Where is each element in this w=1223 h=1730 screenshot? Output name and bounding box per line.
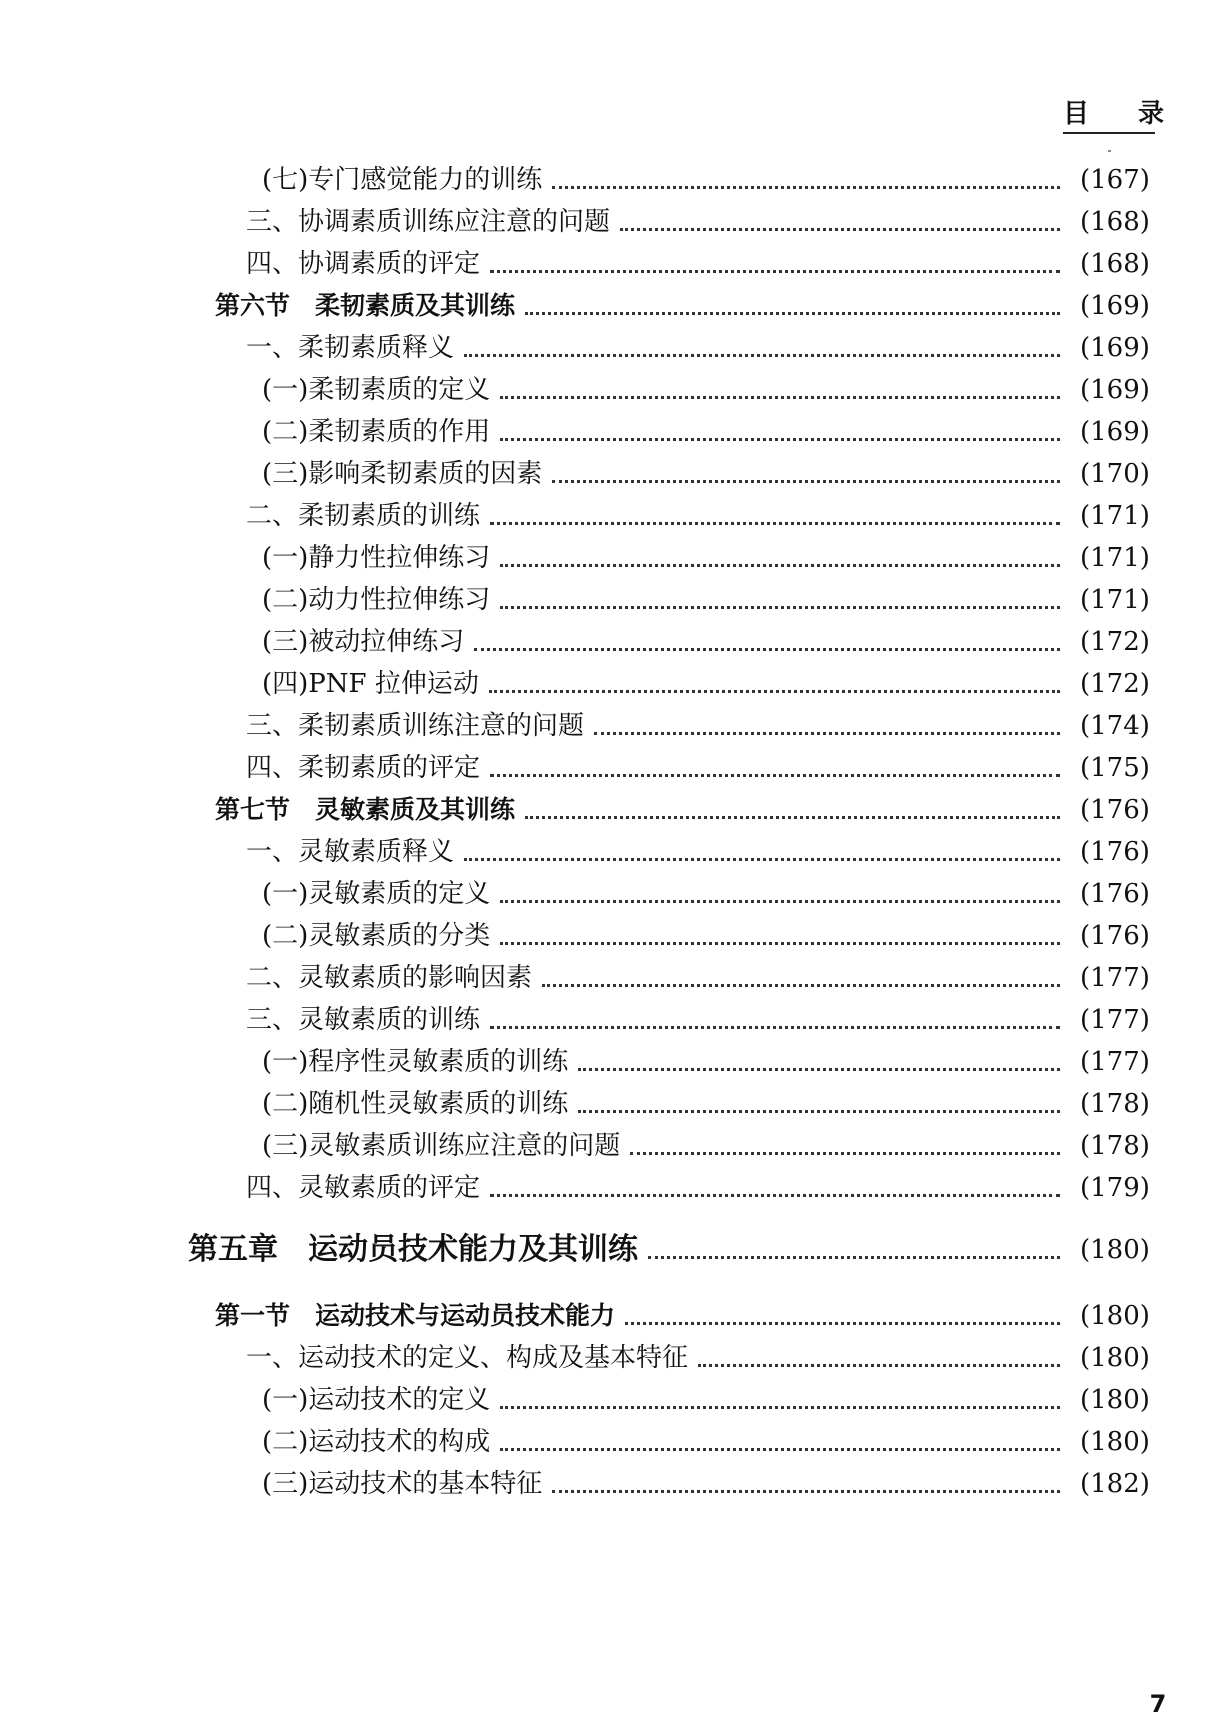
page-number: 7 [1149,1690,1167,1718]
toc-entry-title: (二)动力性拉伸练习 [262,585,491,615]
toc-entry-title: (一)程序性灵敏素质的训练 [262,1047,569,1077]
toc-entry-title: (一)灵敏素质的定义 [262,879,491,909]
toc-entry-title: (一)柔韧素质的定义 [262,375,491,405]
toc-dot-leader [552,186,1060,189]
toc-entry-page: (169) [1080,375,1150,405]
toc-entry-page: (169) [1080,291,1150,321]
toc-dot-leader [464,858,1060,861]
header-rule [1063,132,1155,134]
toc-entry-page: (175) [1080,753,1150,783]
toc-dot-leader [578,1110,1060,1113]
toc-entry-title: 第五章 运动员技术能力及其训练 [188,1232,638,1267]
toc-entry-page: (176) [1080,837,1150,867]
toc-entry [0,1084,1223,1124]
toc-entry-page: (176) [1080,879,1150,909]
toc-entry [0,874,1223,914]
toc-entry-title: (三)影响柔韧素质的因素 [262,459,543,489]
toc-entry-page: (180) [1080,1235,1150,1265]
toc-dot-leader [500,564,1060,567]
toc-dot-leader [500,606,1060,609]
toc-entry [0,1464,1223,1504]
toc-entry-title: 一、灵敏素质释义 [246,837,455,867]
header-tick [1108,150,1111,152]
toc-entry-title: (三)灵敏素质训练应注意的问题 [262,1131,621,1161]
toc-entry [0,580,1223,620]
toc-entry [0,916,1223,956]
toc-entry-page: (180) [1080,1385,1150,1415]
toc-entry [0,412,1223,452]
toc-entry [0,832,1223,872]
toc-dot-leader [500,900,1060,903]
toc-entry [0,244,1223,284]
toc-entry-title: 四、灵敏素质的评定 [246,1173,481,1203]
running-title: 目 录 [1063,99,1185,129]
toc-entry [0,496,1223,536]
toc-dot-leader [474,648,1060,651]
toc-entry-title: 三、协调素质训练应注意的问题 [246,207,611,237]
toc-entry [0,958,1223,998]
toc-entry-title: 三、灵敏素质的训练 [246,1005,481,1035]
toc-entry-page: (176) [1080,795,1150,825]
toc-entry [0,538,1223,578]
toc-entry-title: (一)运动技术的定义 [262,1385,491,1415]
toc-entry [0,1230,1223,1270]
toc-entry-title: (二)柔韧素质的作用 [262,417,491,447]
toc-entry-page: (179) [1080,1173,1150,1203]
toc-entry-page: (174) [1080,711,1150,741]
toc-entry-page: (169) [1080,333,1150,363]
toc-entry [0,202,1223,242]
toc-entry-title: (二)运动技术的构成 [262,1427,491,1457]
toc-entry [0,1126,1223,1166]
toc-dot-leader [620,228,1060,231]
toc-entry-title: (三)被动拉伸练习 [262,627,465,657]
toc-dot-leader [490,1194,1060,1197]
toc-dot-leader [648,1256,1060,1259]
toc-entry [0,454,1223,494]
toc-entry-page: (180) [1080,1343,1150,1373]
toc-entry-title: 第七节 灵敏素质及其训练 [215,795,516,824]
toc-dot-leader [525,816,1060,819]
toc-entry-page: (169) [1080,417,1150,447]
toc-entry [0,160,1223,200]
toc-entry-page: (178) [1080,1131,1150,1161]
toc-entry [0,748,1223,788]
toc-entry-title: 二、柔韧素质的训练 [246,501,481,531]
toc-entry-page: (178) [1080,1089,1150,1119]
toc-dot-leader [578,1068,1060,1071]
toc-entry-title: (二)灵敏素质的分类 [262,921,491,951]
toc-dot-leader [500,1406,1060,1409]
toc-entry-title: 四、协调素质的评定 [246,249,481,279]
toc-dot-leader [552,480,1060,483]
toc-entry-page: (168) [1080,207,1150,237]
toc-dot-leader [594,732,1060,735]
toc-entry-page: (172) [1080,627,1150,657]
toc-entry-page: (171) [1080,501,1150,531]
toc-dot-leader [625,1322,1060,1325]
toc-entry [0,1338,1223,1378]
toc-entry-page: (168) [1080,249,1150,279]
toc-entry-page: (171) [1080,585,1150,615]
toc-dot-leader [525,312,1060,315]
toc-entry [0,706,1223,746]
toc-entry-title: (四)PNF 拉伸运动 [262,669,479,699]
toc-entry [0,286,1223,326]
toc-entry-page: (177) [1080,1047,1150,1077]
toc-entry-page: (180) [1080,1301,1150,1331]
toc-entry [0,1042,1223,1082]
toc-entry-page: (177) [1080,963,1150,993]
toc-entry-title: 四、柔韧素质的评定 [246,753,481,783]
toc-entry-page: (171) [1080,543,1150,573]
toc-dot-leader [552,1490,1060,1493]
toc-entry-page: (170) [1080,459,1150,489]
toc-dot-leader [490,774,1060,777]
toc-entry-title: 二、灵敏素质的影响因素 [246,963,533,993]
toc-dot-leader [489,690,1060,693]
toc-entry [0,328,1223,368]
toc-entry [0,1168,1223,1208]
toc-entry-title: (一)静力性拉伸练习 [262,543,491,573]
toc-entry-page: (182) [1080,1469,1150,1499]
toc-dot-leader [490,522,1060,525]
toc-entry-title: 一、运动技术的定义、构成及基本特征 [246,1343,689,1373]
toc-dot-leader [500,396,1060,399]
toc-entry-page: (167) [1080,165,1150,195]
toc-entry [0,1380,1223,1420]
toc-dot-leader [490,270,1060,273]
toc-entry-title: (七)专门感觉能力的训练 [262,165,543,195]
toc-entry-page: (180) [1080,1427,1150,1457]
toc-entry-title: 一、柔韧素质释义 [246,333,455,363]
toc-entry-title: 三、柔韧素质训练注意的问题 [246,711,585,741]
toc-dot-leader [464,354,1060,357]
toc-entry [0,622,1223,662]
toc-entry [0,1000,1223,1040]
toc-dot-leader [542,984,1060,987]
toc-entry-title: 第一节 运动技术与运动员技术能力 [215,1301,616,1330]
toc-entry-title: 第六节 柔韧素质及其训练 [215,291,516,320]
toc-dot-leader [500,1448,1060,1451]
toc-entry-title: (三)运动技术的基本特征 [262,1469,543,1499]
toc-dot-leader [500,942,1060,945]
toc-entry-page: (177) [1080,1005,1150,1035]
toc-entry [0,1422,1223,1462]
toc-entry-page: (176) [1080,921,1150,951]
toc-entry-title: (二)随机性灵敏素质的训练 [262,1089,569,1119]
toc-dot-leader [500,438,1060,441]
toc-entry [0,370,1223,410]
toc-entry-page: (172) [1080,669,1150,699]
toc-entry [0,1296,1223,1336]
toc-entry [0,664,1223,704]
toc-dot-leader [490,1026,1060,1029]
toc-entry [0,790,1223,830]
toc-dot-leader [698,1364,1060,1367]
toc-dot-leader [630,1152,1060,1155]
